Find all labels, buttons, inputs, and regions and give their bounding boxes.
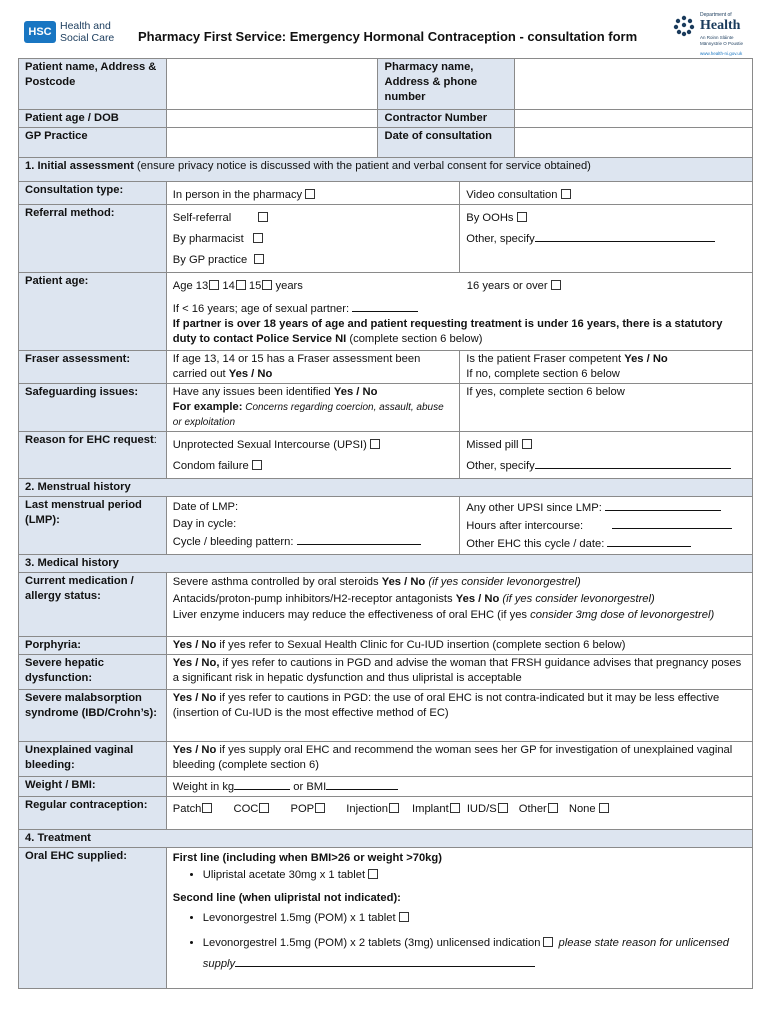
bmi-field[interactable] [326,778,398,790]
cycle-pattern-row [173,533,453,551]
ius-label: IUD/S [466,803,497,815]
fraser-competent-question: Is the patient Fraser competent [466,353,625,365]
med2-text: Antacids/proton-pump inhibitors/H2-receptor antagonists [172,592,456,605]
coc-checkbox[interactable] [259,803,269,813]
safeguarding-left [166,384,459,432]
lmp-right [460,497,753,555]
current-medication-cell [166,573,752,637]
referral-other-field[interactable] [535,230,715,242]
other-option[interactable] [519,803,558,815]
second-line-list [191,908,746,975]
doh-sub2: Männystrie O Poustie [700,40,744,46]
current-medication-label: Current medication / allergy status: [19,573,167,637]
in-person-label: In person in the pharmacy [172,189,303,201]
ius-checkbox[interactable] [498,803,508,813]
referral-method-label: Referral method: [19,205,167,273]
video-option[interactable] [460,182,753,205]
hepatic-label: Severe hepatic dysfunction: [19,655,167,690]
patient-age-dob-label: Patient age / DOB [19,110,167,128]
by-gp-checkbox[interactable] [254,254,264,264]
in-person-option[interactable] [166,182,459,205]
ulipristal-option[interactable] [203,868,746,883]
condom-failure-checkbox[interactable] [252,460,262,470]
patient-name-field[interactable] [166,59,378,110]
safeguarding-yes-no[interactable]: Yes / No [333,386,378,398]
upsi-checkbox[interactable] [370,439,380,449]
med3-text: Liver enzyme inducers may reduce the effectiveness of oral EHC (if yes [172,609,531,621]
cycle-pattern-label: Cycle / bleeding pattern: [172,536,297,548]
none-option[interactable] [569,803,609,815]
unlicensed-reason-field[interactable] [235,955,535,967]
patient-age-dob-field[interactable] [166,110,378,128]
fraser-right [460,351,753,384]
age-options-row [173,279,746,294]
hours-after-row [466,517,746,535]
med3-note: consider 3mg dose of levonorgestrel) [530,609,715,621]
partner-age-label: If < 16 years; age of sexual partner: [172,303,353,315]
other-ehc-row [466,535,746,553]
patch-checkbox[interactable] [202,803,212,813]
doh-sub1: An Roinn Sláinte [700,35,734,40]
hsc-line2: Social Care [60,32,115,44]
pop-checkbox[interactable] [315,803,325,813]
condom-failure-option[interactable] [173,456,453,477]
in-person-checkbox[interactable] [305,189,315,199]
hepatic-cell [166,655,752,690]
fraser-left [166,351,459,384]
pop-option[interactable] [291,803,326,815]
fraser-no-note: If no, complete section 6 below [466,368,620,380]
safeguarding-question: Have any issues been identified [172,386,334,398]
med1-text: Severe asthma controlled by oral steroids [172,576,382,588]
age-15-label: 15 [245,280,262,292]
by-gp-label: By GP practice [172,254,248,266]
partner-age-field[interactable] [352,300,418,312]
condom-failure-label: Condom failure [172,460,249,472]
porphyria-label: Porphyria: [19,637,167,655]
missed-pill-checkbox[interactable] [522,439,532,449]
by-oohs-option[interactable] [466,208,746,229]
none-label: None [568,803,596,815]
gp-practice-label: GP Practice [19,128,167,158]
other-upsi-field[interactable] [605,499,721,511]
page-header [0,0,770,58]
cycle-pattern-field[interactable] [297,533,421,545]
upsi-label: Unprotected Sexual Intercourse (UPSI) [172,439,367,451]
first-line-list [191,868,746,883]
first-line-heading: First line (including when BMI>26 or weight >70kg) [172,852,442,864]
section-4-heading: 4. Treatment [19,830,753,848]
porphyria-note: if yes refer to Sexual Health Clinic for Cu-IUD insertion (complete section 6 below) [216,639,626,651]
safeguarding-label: Safeguarding issues: [19,384,167,432]
porphyria-yes-no[interactable]: Yes / No [172,639,217,651]
day-in-cycle-label: Day in cycle: [172,518,237,530]
bleeding-label: Unexplained vaginal bleeding: [19,742,167,777]
contractor-number-field[interactable] [515,110,753,128]
second-line-heading: Second line (when ulipristal not indicated): [172,892,401,904]
implant-label: Implant [412,803,449,815]
patient-name-label: Patient name, Address & Postcode [19,59,167,110]
pharmacy-name-field[interactable] [515,59,753,110]
self-referral-option[interactable] [173,208,453,229]
video-label: Video consultation [466,189,558,201]
levonorgestrel-1-option[interactable] [203,908,746,929]
levonorgestrel-1-checkbox[interactable] [399,912,409,922]
other-upsi-label: Any other UPSI since LMP: [466,502,605,514]
section-3-heading: 3. Medical history [19,555,753,573]
reason-label [19,432,167,479]
injection-checkbox[interactable] [389,803,399,813]
medication-line-1 [173,574,746,591]
self-referral-checkbox[interactable] [258,212,268,222]
missed-pill-label: Missed pill [466,439,519,451]
by-pharmacist-checkbox[interactable] [253,233,263,243]
safeguarding-example-label: For example: [172,401,243,413]
upsi-option[interactable] [173,435,453,456]
injection-label: Injection [346,803,388,815]
fraser-label: Fraser assessment: [19,351,167,384]
levonorgestrel-2-label: Levonorgestrel 1.5mg (POM) x 2 tablets (3mg) unlicensed indication [202,937,541,949]
malabsorption-cell [166,690,752,742]
or-bmi-label: or BMI [290,781,327,793]
contractor-number-label: Contractor Number [378,110,515,128]
ulipristal-label: Ulipristal acetate 30mg x 1 tablet [202,869,366,881]
lmp-left [166,497,459,555]
coc-label: COC [233,803,259,815]
levonorgestrel-1-label: Levonorgestrel 1.5mg (POM) x 1 tablet [202,912,396,924]
med2-note: (if yes consider levonorgestrel) [499,592,655,605]
doh-url: www.health-ni.gov.uk [700,51,743,56]
coc-option[interactable] [234,803,270,815]
by-pharmacist-label: By pharmacist [172,233,244,245]
other-checkbox[interactable] [548,803,558,813]
by-gp-option[interactable] [173,250,453,271]
reason-left [166,432,459,479]
patient-age-cell [166,273,752,351]
age-14-label: 14 [219,280,235,292]
hours-after-label: Hours after intercourse: [466,520,587,532]
bleeding-note: if yes supply oral EHC and recommend the woman sees her GP for investigation of unexplained vaginal bleeding (complete section 6) [172,744,733,771]
regular-contraception-cell [166,797,752,830]
medication-line-2 [173,591,746,608]
oral-ehc-label: Oral EHC supplied: [19,848,167,989]
fraser-yes-no[interactable]: Yes / No [228,368,273,380]
age-16-option[interactable] [467,279,561,294]
section-1-note: (ensure privacy notice is discussed with the patient and verbal consent for service obtained) [133,160,591,172]
weight-cell [166,777,752,797]
reason-other-label: Other, specify [466,460,535,472]
patch-option[interactable] [173,803,213,815]
doh-small-text: Department of [700,12,732,18]
implant-option[interactable] [412,803,460,815]
porphyria-cell [166,637,752,655]
malabsorption-yes-no[interactable]: Yes / No [172,692,217,704]
section-1-heading [19,158,753,182]
regular-contraception-label: Regular contraception: [19,797,167,830]
med2-yes-no[interactable]: Yes / No [455,592,500,605]
weight-kg-field[interactable] [234,778,290,790]
injection-option[interactable] [346,803,399,815]
doh-big-text: Health [700,18,741,33]
oral-ehc-cell [166,848,752,989]
patient-age-label: Patient age: [19,273,167,351]
video-checkbox[interactable] [561,189,571,199]
reason-other-option[interactable] [466,456,746,477]
pop-label: POP [290,803,315,815]
missed-pill-option[interactable] [466,435,746,456]
levonorgestrel-2-note: please state reason for unlicensed supply [202,937,729,970]
malabsorption-label: Severe malabsorption syndrome (IBD/Crohn’s): [19,690,167,742]
hours-after-field[interactable] [612,517,732,529]
hsc-logo-text [60,20,114,44]
patch-label: Patch [172,803,202,815]
reason-other-field[interactable] [535,457,731,469]
age-15-checkbox[interactable] [262,280,272,290]
section-1-title: 1. Initial assessment [25,160,134,172]
referral-options-right [460,205,753,273]
doh-sub-text [700,35,743,46]
implant-checkbox[interactable] [450,803,460,813]
age-13-label: Age 13 [172,280,209,292]
doh-emblem-icon [672,14,696,38]
safeguarding-example-text: Concerns regarding coercion, assault, abuse or exploitation [172,402,444,428]
referral-other-label: Other, specify [466,233,535,245]
other-upsi-row [466,499,746,517]
med1-yes-no[interactable]: Yes / No [381,576,426,588]
consultation-type-label: Consultation type: [19,182,167,205]
fraser-competent-yes-no[interactable]: Yes / No [624,353,668,365]
age-under-16-options[interactable] [173,279,467,294]
hepatic-yes-no[interactable]: Yes / No, [172,657,220,669]
lmp-label: Last menstrual period (LMP): [19,497,167,555]
age-16-label: 16 years or over [466,280,548,292]
age-14-checkbox[interactable] [236,280,246,290]
hsc-badge: HSC [24,21,56,43]
by-oohs-checkbox[interactable] [517,212,527,222]
hepatic-note: if yes refer to cautions in PGD and advise the woman that FRSH guidance advises that pregnancy poses a significant risk in hepatic dysfunction and thus ulipristal is acceptable [172,657,742,684]
medication-line-3 [173,607,746,624]
partner-warning-text: If partner is over 18 years of age and patient requesting treatment is under 16 years, there is a statutory duty to contact Police Service NI [172,318,723,345]
reason-label-text: Reason for EHC request [25,434,154,446]
date-of-consultation-field[interactable] [515,128,753,158]
self-referral-label: Self-referral [172,212,232,224]
referral-other-option[interactable] [466,229,746,250]
malabsorption-note: if yes refer to cautions in PGD: the use of oral EHC is not contra-indicated but it may be less effective (insertion of Cu-IUD is the most effective method of EC) [172,692,720,719]
weight-label: Weight / BMI: [19,777,167,797]
date-lmp-label: Date of LMP: [172,501,239,513]
referral-options-left [166,205,459,273]
fraser-question: If age 13, 14 or 15 has a Fraser assessment been carried out [172,353,421,380]
partner-age-row [173,300,746,317]
med1-note: (if yes consider levonorgestrel) [425,576,581,588]
hsc-logo [24,20,114,44]
none-checkbox[interactable] [599,803,609,813]
years-label: years [272,280,303,292]
hsc-line1: Health and [60,20,111,32]
pharmacy-name-label: Pharmacy name, Address & phone number [378,59,515,110]
bleeding-cell [166,742,752,777]
partner-warning [173,317,746,347]
by-oohs-label: By OOHs [466,212,514,224]
ulipristal-checkbox[interactable] [368,869,378,879]
patient-details-table [18,58,753,158]
age-13-checkbox[interactable] [209,280,219,290]
reason-right [460,432,753,479]
date-of-consultation-label: Date of consultation [378,128,515,158]
gp-practice-field[interactable] [166,128,378,158]
age-16-checkbox[interactable] [551,280,561,290]
bleeding-yes-no[interactable]: Yes / No [172,744,217,756]
doh-logo [672,10,752,56]
levonorgestrel-2-option[interactable] [203,933,746,975]
reason-label-colon: : [153,434,157,446]
ius-option[interactable] [467,803,508,815]
partner-warning-note: (complete section 6 below) [346,333,483,345]
levonorgestrel-2-checkbox[interactable] [543,937,553,947]
other-ehc-field[interactable] [607,535,691,547]
section-2-heading: 2. Menstrual history [19,479,753,497]
page-title: Pharmacy First Service: Emergency Hormonal Contraception - consultation form [138,29,638,44]
weight-kg-label: Weight in kg [172,781,235,793]
by-pharmacist-option[interactable] [173,229,453,250]
other-label: Other [518,803,547,815]
consultation-form-table [18,157,753,989]
safeguarding-right: If yes, complete section 6 below [460,384,753,432]
other-ehc-label: Other EHC this cycle / date: [466,538,608,550]
